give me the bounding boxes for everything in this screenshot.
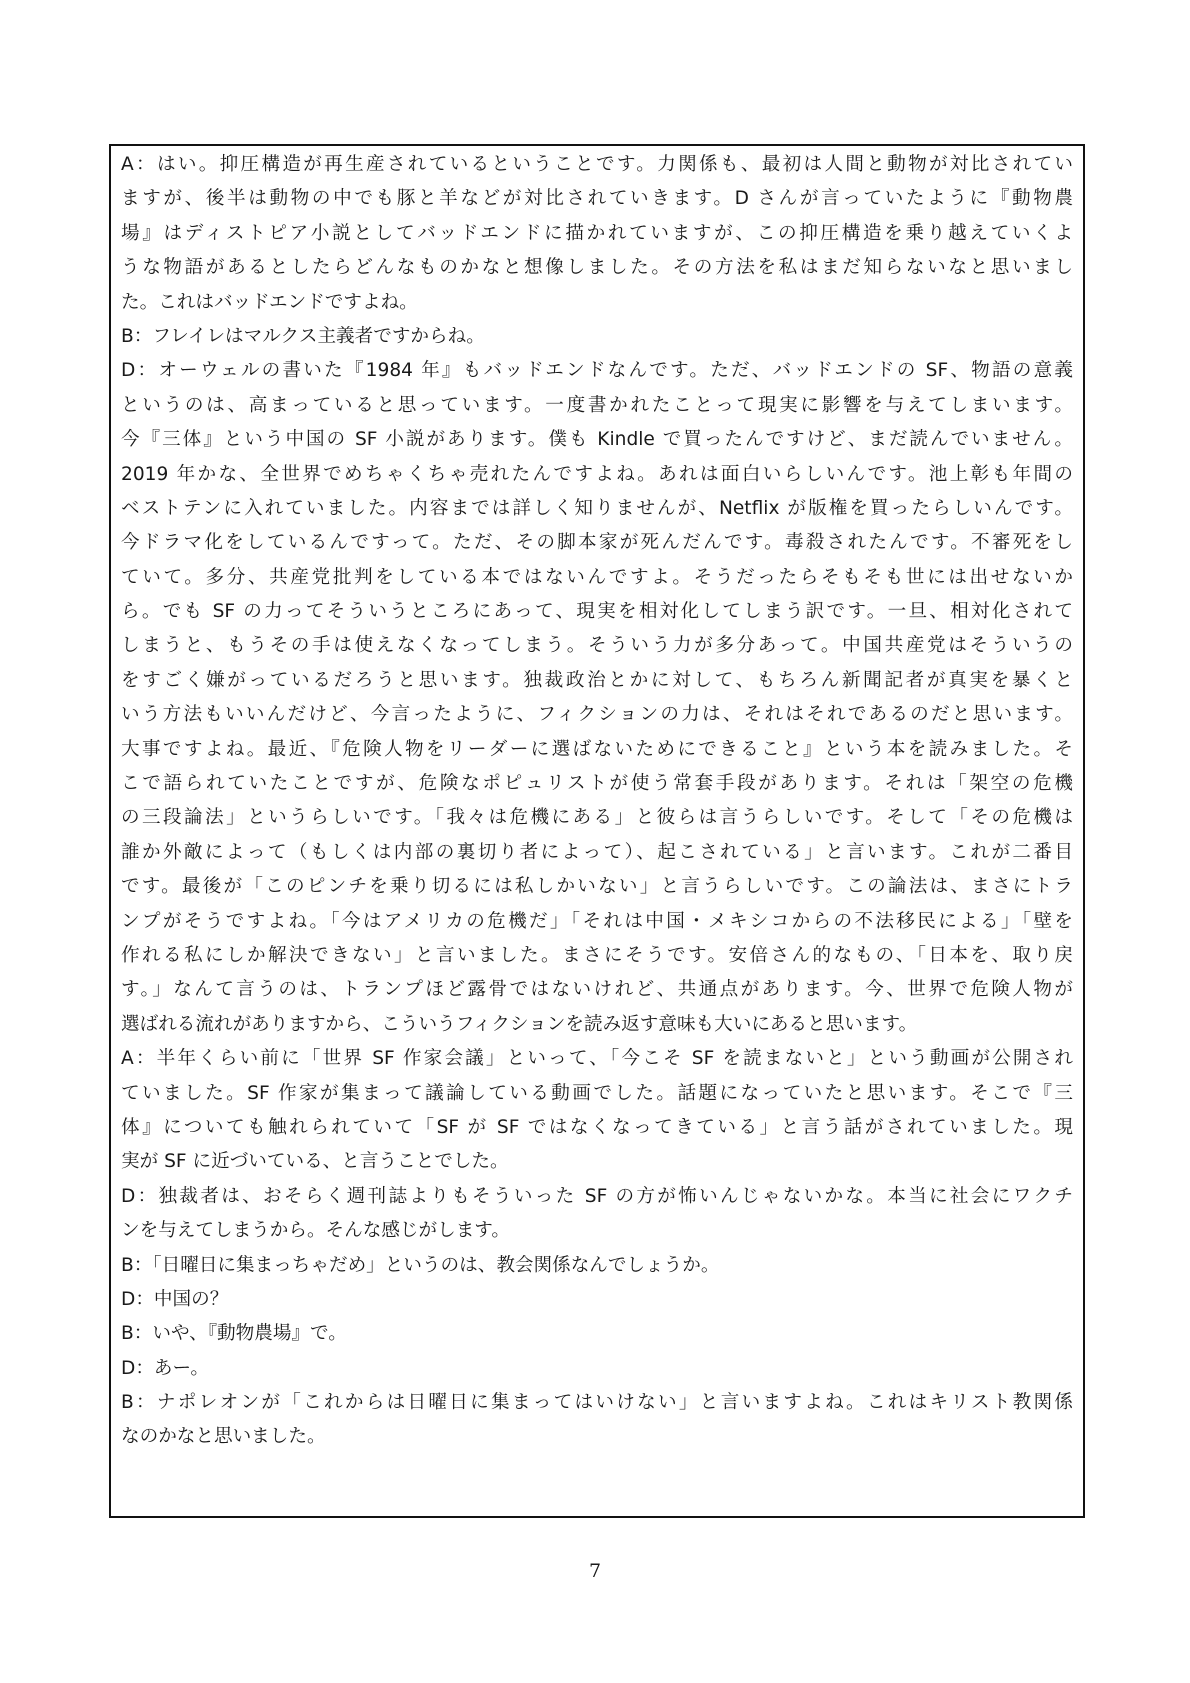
- transcript-line: D：オーウェルの書いた『1984 年』もバッドエンドなんです。ただ、バッドエンドの SF、物語の意義: [121, 360, 1073, 382]
- transcript-line: た。これはバッドエンドですよね。: [121, 291, 418, 313]
- transcript-line: D：あー。: [121, 1357, 209, 1379]
- transcript-line: ていました。SF 作家が集まって議論している動画でした。話題になっていたと思います。そこで『三: [121, 1082, 1073, 1104]
- transcript-line: A：半年くらい前に「世界 SF 作家会議」といって、「今こそ SF を読まないと」という動画が公開され: [121, 1048, 1073, 1070]
- transcript-line: ベストテンに入れていました。内容までは詳しく知りませんが、Netflix が版権を買ったらしいんです。: [121, 497, 1073, 519]
- transcript-line: ンプがそうですよね。「今はアメリカの危機だ」「それは中国・メキシコからの不法移民による」「壁を: [121, 910, 1073, 932]
- transcript-line: 選ばれる流れがありますから、こういうフィクションを読み返す意味も大いにあると思います。: [121, 1013, 918, 1035]
- transcript-line: B：いや、『動物農場』で。: [121, 1323, 347, 1345]
- transcript-line: こで語られていたことですが、危険なポピュリストが使う常套手段があります。それは「架空の危機: [121, 773, 1073, 795]
- transcript-line: うな物語があるとしたらどんなものかなと想像しました。その方法を私はまだ知らないなと思いまし: [121, 257, 1073, 279]
- transcript-line: ますが、後半は動物の中でも豚と羊などが対比されていきます。D さんが言っていたように『動物農: [121, 188, 1073, 210]
- transcript-line: す。」なんて言うのは、トランプほど露骨ではないけれど、共通点があります。今、世界で危険人物が: [121, 979, 1073, 1001]
- transcript-line: です。最後が「このピンチを乗り切るには私しかいない」と言うらしいです。この論法は、まさにトラ: [121, 876, 1073, 898]
- transcript-line: いう方法もいいんだけど、今言ったように、フィクションの力は、それはそれであるのだと思います。: [121, 704, 1073, 726]
- transcript-line: 2019 年かな、全世界でめちゃくちゃ売れたんですよね。あれは面白いらしいんです。池上彰も年間の: [121, 463, 1073, 485]
- transcript-line: しまうと、もうその手は使えなくなってしまう。そういう力が多分あって。中国共産党はそういうの: [121, 635, 1073, 657]
- transcript-line: D：独裁者は、おそらく週刊誌よりもそういった SF の方が怖いんじゃないかな。本当に社会にワクチ: [121, 1185, 1073, 1207]
- page-number: 7: [588, 1560, 602, 1582]
- transcript-line: B：「日曜日に集まっちゃだめ」というのは、教会関係なんでしょうか。: [121, 1254, 720, 1276]
- transcript-line: なのかなと思いました。: [121, 1426, 326, 1448]
- transcript-line: D：中国の？: [121, 1288, 229, 1310]
- transcript-line: B：フレイレはマルクス主義者ですからね。: [121, 325, 485, 347]
- transcript-line: の三段論法」というらしいです。「我々は危機にある」と彼らは言うらしいです。そして「その危機は: [121, 807, 1073, 829]
- transcript-line: ら。でも SF の力ってそういうところにあって、現実を相対化してしまう訳です。一旦、相対化されて: [121, 601, 1073, 623]
- transcript-line: 大事ですよね。最近、『危険人物をリーダーに選ばないためにできること』という本を読みました。そ: [121, 738, 1073, 760]
- transcript-box: [109, 144, 1085, 1518]
- transcript-line: 今『三体』という中国の SF 小説があります。僕も Kindle で買ったんですけど、まだ読んでいません。: [121, 429, 1073, 451]
- transcript-line: 今ドラマ化をしているんですって。ただ、その脚本家が死んだんです。毒殺されたんです。不審死をし: [121, 532, 1073, 554]
- transcript-line: をすごく嫌がっているだろうと思います。独裁政治とかに対して、もちろん新聞記者が真実を暴くと: [121, 669, 1073, 691]
- transcript-line: 実が SF に近づいている、と言うことでした。: [121, 1151, 509, 1173]
- transcript-line: B：ナポレオンが「これからは日曜日に集まってはいけない」と言いますよね。これはキリスト教関係: [121, 1392, 1073, 1414]
- transcript-line: 場』はディストピア小説としてバッドエンドに描かれていますが、この抑圧構造を乗り越えていくよ: [121, 222, 1073, 244]
- transcript-line: 体』についても触れられていて「SF が SF ではなくなってきている」と言う話がされていました。現: [121, 1116, 1073, 1138]
- transcript-line: ていて。多分、共産党批判をしている本ではないんですよ。そうだったらそもそも世には出せないか: [121, 566, 1073, 588]
- transcript-line: ンを与えてしまうから。そんな感じがします。: [121, 1220, 510, 1242]
- transcript-line: というのは、高まっていると思っています。一度書かれたことって現実に影響を与えてしまいます。: [121, 394, 1073, 416]
- transcript-line: 作れる私にしか解決できない」と言いました。まさにそうです。安倍さん的なもの、「日本を、取り戻: [121, 944, 1073, 966]
- transcript-line: 誰か外敵によって（もしくは内部の裏切り者によって）、起こされている」と言います。これが二番目: [121, 841, 1073, 863]
- transcript-line: A：はい。抑圧構造が再生産されているということです。力関係も、最初は人間と動物が対比されてい: [121, 154, 1073, 175]
